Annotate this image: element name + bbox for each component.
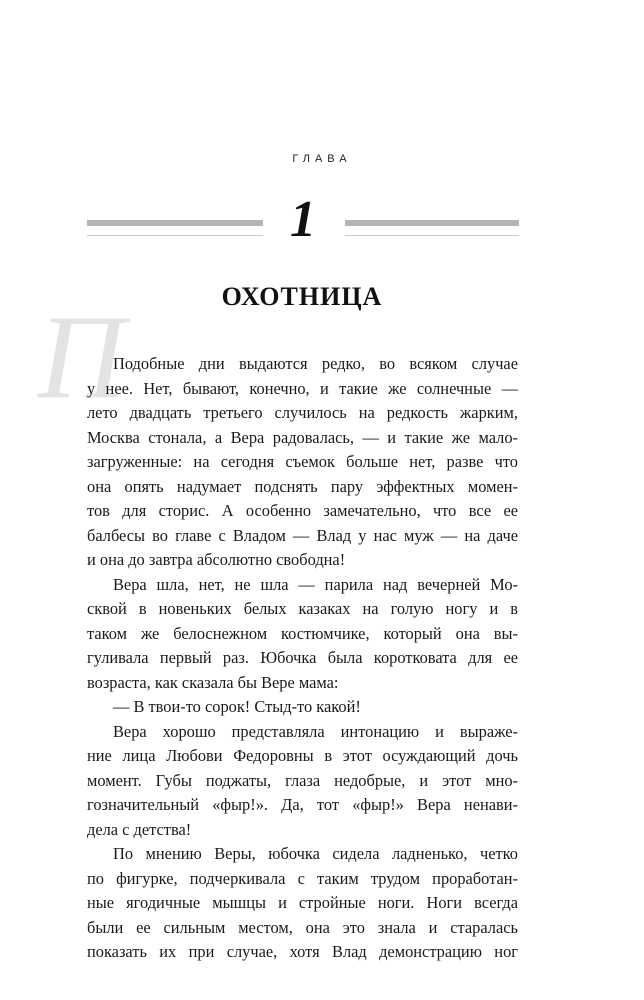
text-line: балбесы во главе с Владом — Влад у нас муж — на даче [87, 525, 518, 545]
text-line: показать их при случае, хотя Влад демонстрацию ног [87, 942, 518, 961]
text-line: Подобные дни выдаются редко, во всяком случае [113, 354, 518, 373]
chapter-label: ГЛАВА [292, 153, 352, 165]
text-line: и она до завтра абсолютно свободна! [87, 550, 346, 569]
chapter-title: ОХОТНИЦА [221, 282, 383, 311]
text-line: гозначительный «фыр!». Да, тот «фыр!» Вера ненави- [87, 795, 518, 814]
text-line: Вера шла, нет, не шла — парила над вечерней Мо- [113, 574, 518, 594]
text-line: По мнению Веры, юбочка сидела ладненько, четко [113, 844, 518, 863]
chapter-rule-left-thin [87, 235, 263, 236]
text-line: тов для сторис. А особенно замечательно, что все ее [87, 501, 518, 520]
text-line: ние лица Любови Федоровны в этот осуждающий дочь [87, 746, 518, 765]
chapter-rule-right [345, 220, 519, 226]
text-line: возраста, как сказала бы Вере мама: [87, 672, 339, 692]
chapter-rule-right-thin [345, 235, 519, 236]
text-line: лето двадцать третьего случилось на редкость жарким, [87, 403, 518, 422]
chapter-number: 1 [290, 191, 316, 248]
text-line: были ее сильным местом, она это знала и старалась [87, 917, 518, 937]
text-line: — В твои-то сорок! Стыд-то какой! [113, 697, 361, 716]
text-line: гуливала первый раз. Юбочка была коротковата для ее [87, 648, 518, 667]
drop-cap-letter: П [38, 290, 125, 423]
text-line: сквой в новеньких белых казаках на голую ногу и в [87, 599, 518, 618]
chapter-rule-left [87, 220, 263, 226]
text-line: по фигурке, подчеркивала с таким трудом проработан- [87, 868, 518, 888]
text-line: момент. Губы поджаты, глаза недобрые, и этот мно- [87, 770, 518, 790]
body-text [87, 352, 518, 965]
text-line: она опять надумает подснять пару эффектных момен- [87, 476, 518, 496]
text-line: таком же белоснежном костюмчике, который она вы- [87, 623, 518, 643]
text-line: Москва стонала, а Вера радовалась, — и такие же мало- [87, 427, 518, 447]
text-line: Вера хорошо представляла интонацию и выраже- [113, 721, 518, 741]
text-line: дела с детства! [87, 819, 192, 839]
text-line: ные ягодичные мышцы и стройные ноги. Ноги всегда [87, 893, 518, 912]
text-line: у нее. Нет, бывают, конечно, и такие же солнечные — [87, 378, 518, 398]
text-line: загруженные: на сегодня съемок больше нет, разве что [87, 452, 518, 471]
